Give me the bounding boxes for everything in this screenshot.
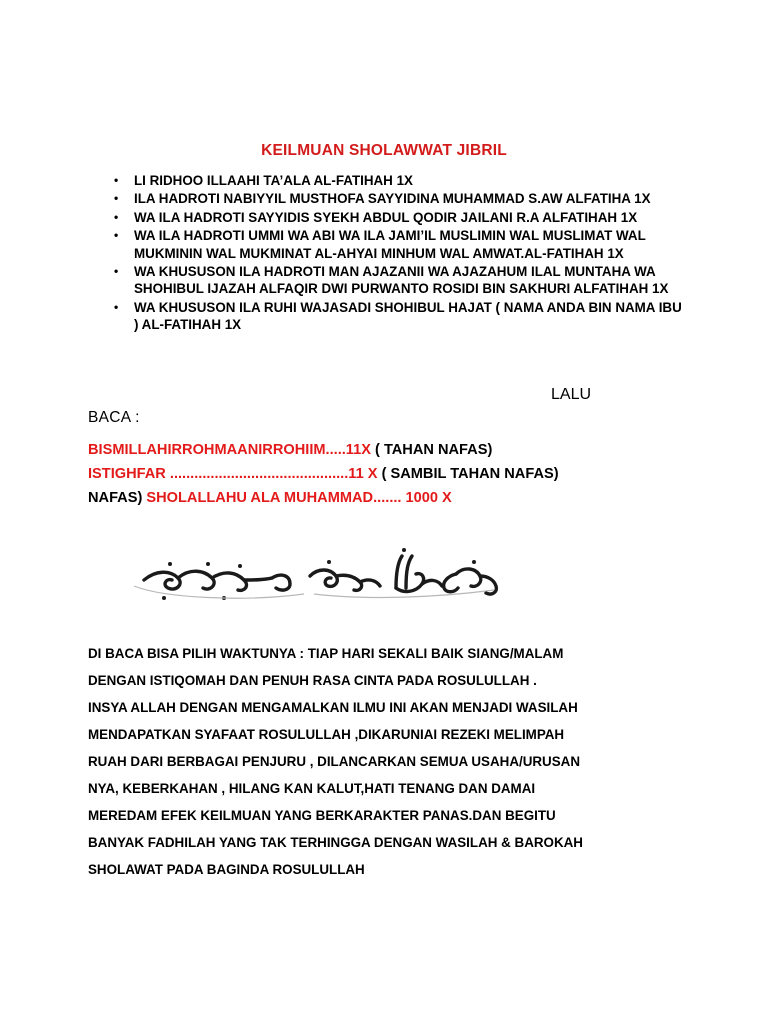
bullet-dot-icon: • xyxy=(114,173,119,187)
list-item-text: LI RIDHOO ILLAAHI TA’ALA AL-FATIHAH 1X xyxy=(134,173,413,188)
arabic-calligraphy-image xyxy=(104,536,504,608)
lalu-word: LALU xyxy=(551,386,592,403)
list-item xyxy=(106,227,686,262)
dzikir-line3-black: NAFAS) xyxy=(88,490,143,506)
closing-line: DI BACA BISA PILIH WAKTUNYA : TIAP HARI SEKALI BAIK SIANG/MALAM xyxy=(88,646,564,661)
closing-line: MENDAPATKAN SYAFAAT ROSULULLAH ,DIKARUNIAI REZEKI MELIMPAH xyxy=(88,727,565,742)
closing-line: BANYAK FADHILAH YANG TAK TERHINGGA DENGAN WASILAH & BAROKAH xyxy=(88,835,583,850)
bullet-dot-icon: • xyxy=(114,264,119,279)
list-item-text: ILA HADROTI NABIYYIL MUSTHOFA SAYYIDINA MUHAMMAD S.AW ALFATIHA 1X xyxy=(134,191,651,207)
dzikir-line2-red: ISTIGHFAR ............................................11 X xyxy=(88,466,378,482)
list-item-text: WA ILA HADROTI SAYYIDIS SYEKH ABDUL QODIR JAILANI R.A ALFATIHAH 1X xyxy=(134,209,638,225)
list-item-text: WA ILA HADROTI UMMI WA ABI WA ILA JAMI’IL MUSLIMIN WAL MUSLIMAT WAL MUKMININ WAL MUKMINAT AL-AHYAI MINHUM WAL AMWAT.AL-FATIHAH 1X xyxy=(134,228,646,261)
list-item xyxy=(106,190,686,207)
closing-line: SHOLAWAT PADA BAGINDA ROSULULLAH xyxy=(88,862,365,877)
bullet-dot-icon: • xyxy=(114,299,119,314)
closing-line: RUAH DARI BERBAGAI PENJURU , DILANCARKAN SEMUA USAHA/URUSAN xyxy=(88,754,580,769)
list-item xyxy=(106,172,686,189)
bullet-dot-icon: • xyxy=(114,228,119,243)
list-item-text: WA KHUSUSON ILA HADROTI MAN AJAZANII WA AJAZAHUM ILAL MUNTAHA WA SHOHIBUL IJAZAH ALFAQIR DWI PURWANTO ROSIDI BIN SAKHURI ALFATIHAH 1X xyxy=(134,264,669,297)
bullet-dot-icon: • xyxy=(114,191,119,206)
dzikir-line1-black: ( TAHAN NAFAS) xyxy=(370,442,493,458)
dzikir-instructions xyxy=(88,438,688,510)
list-item-text: WA KHUSUSON ILA RUHI WAJASADI SHOHIBUL HAJAT ( NAMA ANDA BIN NAMA IBU ) AL-FATIHAH 1X xyxy=(134,299,682,333)
closing-line: INSYA ALLAH DENGAN MENGAMALKAN ILMU INI AKAN MENJADI WASILAH xyxy=(88,700,578,715)
closing-line: MEREDAM EFEK KEILMUAN YANG BERKARAKTER PANAS.DAN BEGITU xyxy=(88,808,556,823)
closing-line: DENGAN ISTIQOMAH DAN PENUH RASA CINTA PADA ROSULULLAH . xyxy=(88,673,537,688)
baca-label: BACA : xyxy=(88,409,140,426)
closing-paragraph xyxy=(88,640,688,883)
dzikir-line1-red: BISMILLAHIRROHMAANIRROHIIM.....11X xyxy=(88,442,371,458)
closing-line: NYA, KEBERKAHAN , HILANG KAN KALUT,HATI TENANG DAN DAMAI xyxy=(88,781,536,796)
list-item xyxy=(106,209,686,226)
page-title: KEILMUAN SHOLAWWAT JIBRIL xyxy=(261,142,507,159)
list-item xyxy=(106,299,686,334)
dua-bullet-list xyxy=(106,172,686,335)
list-item xyxy=(106,263,686,298)
dzikir-line2-black: ( SAMBIL TAHAN NAFAS) xyxy=(377,466,559,482)
bullet-dot-icon: • xyxy=(114,209,119,224)
dzikir-line3-red: SHOLALLAHU ALA MUHAMMAD....... 1000 X xyxy=(146,490,452,506)
